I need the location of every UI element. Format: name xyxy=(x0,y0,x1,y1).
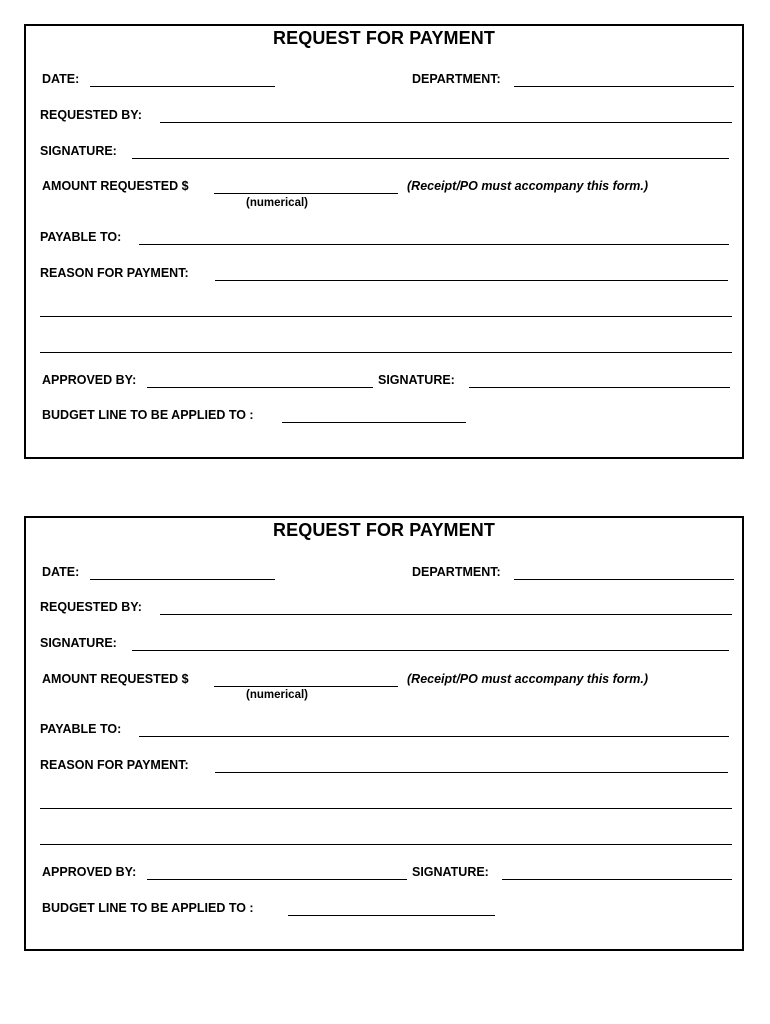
department-label: DEPARTMENT: xyxy=(412,72,501,86)
receipt-note: (Receipt/PO must accompany this form.) xyxy=(407,179,649,193)
form-title: REQUEST FOR PAYMENT xyxy=(273,520,495,540)
date-label: DATE: xyxy=(42,565,80,579)
reason-for-payment-label: REASON FOR PAYMENT: xyxy=(40,266,189,280)
approved-by-label: APPROVED BY: xyxy=(42,373,137,387)
amount-hint: (numerical) xyxy=(246,197,308,209)
approved-by-label: APPROVED BY: xyxy=(42,865,137,879)
signature-label: SIGNATURE: xyxy=(40,636,117,650)
payable-to-field[interactable] xyxy=(139,244,729,245)
payment-request-form-top xyxy=(24,24,744,459)
requested-by-field[interactable] xyxy=(160,614,732,615)
requested-by-field[interactable] xyxy=(160,122,732,123)
amount-requested-label: AMOUNT REQUESTED $ xyxy=(42,179,189,193)
department-field[interactable] xyxy=(514,579,734,580)
payable-to-label: PAYABLE TO: xyxy=(40,230,122,244)
amount-requested-label: AMOUNT REQUESTED $ xyxy=(42,672,189,686)
approval-signature-field[interactable] xyxy=(502,879,732,880)
payable-to-label: PAYABLE TO: xyxy=(40,722,122,736)
reason-line-2[interactable] xyxy=(40,316,732,317)
amount-requested-field[interactable] xyxy=(214,686,398,687)
budget-line-field[interactable] xyxy=(282,422,466,423)
date-field[interactable] xyxy=(90,579,275,580)
approval-signature-field[interactable] xyxy=(469,387,730,388)
department-label: DEPARTMENT: xyxy=(412,565,501,579)
reason-line-2[interactable] xyxy=(40,808,732,809)
reason-for-payment-label: REASON FOR PAYMENT: xyxy=(40,758,189,772)
approval-signature-label: SIGNATURE: xyxy=(412,865,489,879)
reason-for-payment-field[interactable] xyxy=(215,772,728,773)
approved-by-field[interactable] xyxy=(147,387,373,388)
signature-field[interactable] xyxy=(132,158,729,159)
date-field[interactable] xyxy=(90,86,275,87)
date-label: DATE: xyxy=(42,72,80,86)
requested-by-label: REQUESTED BY: xyxy=(40,108,142,122)
budget-line-label: BUDGET LINE TO BE APPLIED TO : xyxy=(42,408,254,422)
requested-by-label: REQUESTED BY: xyxy=(40,600,142,614)
form-title: REQUEST FOR PAYMENT xyxy=(273,28,495,48)
amount-hint: (numerical) xyxy=(246,689,308,701)
budget-line-field[interactable] xyxy=(288,915,495,916)
budget-line-label: BUDGET LINE TO BE APPLIED TO : xyxy=(42,901,254,915)
reason-line-3[interactable] xyxy=(40,844,732,845)
reason-for-payment-field[interactable] xyxy=(215,280,728,281)
signature-field[interactable] xyxy=(132,650,729,651)
payable-to-field[interactable] xyxy=(139,736,729,737)
reason-line-3[interactable] xyxy=(40,352,732,353)
amount-requested-field[interactable] xyxy=(214,193,398,194)
approval-signature-label: SIGNATURE: xyxy=(378,373,455,387)
signature-label: SIGNATURE: xyxy=(40,144,117,158)
receipt-note: (Receipt/PO must accompany this form.) xyxy=(407,672,649,686)
payment-request-form-bottom xyxy=(24,516,744,951)
approved-by-field[interactable] xyxy=(147,879,407,880)
department-field[interactable] xyxy=(514,86,734,87)
